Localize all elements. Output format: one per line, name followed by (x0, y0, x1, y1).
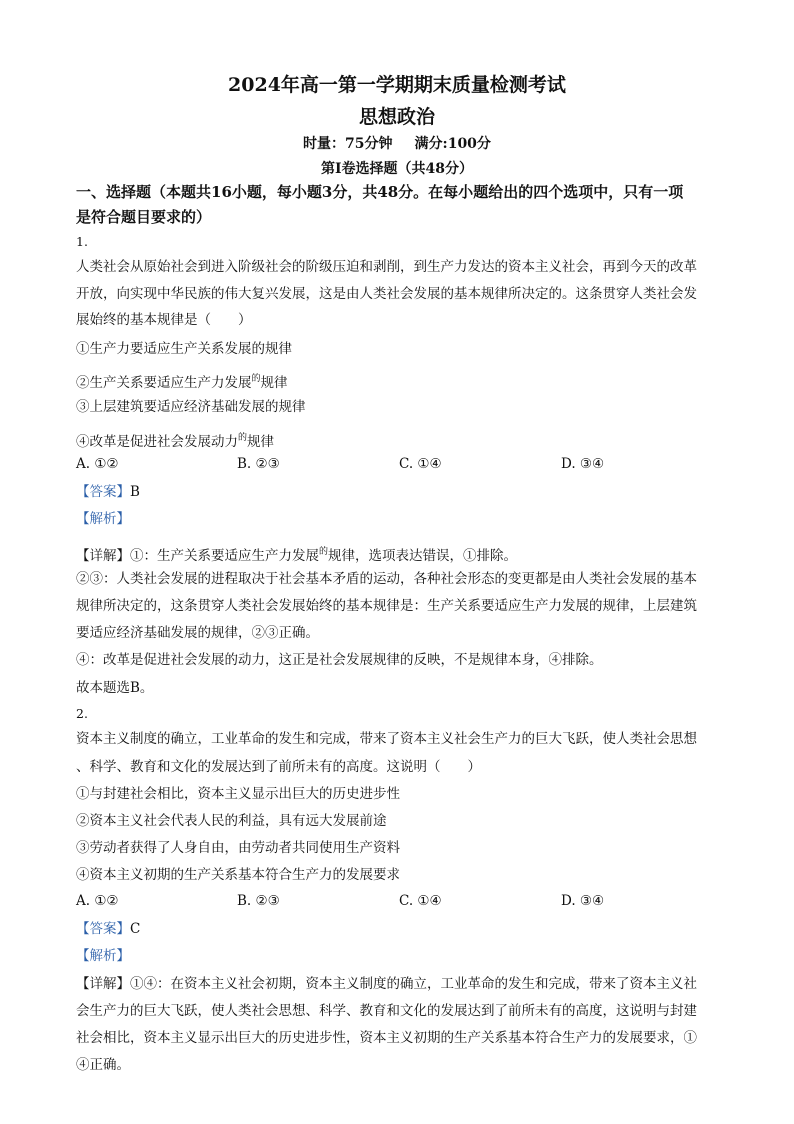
q1-stem-line-2: 开放，向实现中华民族的伟大复兴发展，这是由人类社会发展的基本规律所决定的。这条贯穿人类社会发 (76, 286, 697, 302)
q2-stem-line-2: 、科学、教育和文化的发展达到了前所未有的高度。这说明（ ） (76, 759, 481, 775)
q2-detail-line-1: 【详解】①④：在资本主义社会初期，资本主义制度的确立，工业革命的发生和完成，带来了资本主义社 (76, 976, 697, 992)
q2-analysis-label: 【解析】 (76, 948, 130, 964)
section-heading: 第Ⅰ卷选择题（共48分） (320, 161, 474, 177)
subject-title: 思想政治 (358, 106, 435, 128)
q1-statement-2: ②生产关系要适应生产力发展$^的$规律 (76, 374, 288, 391)
q1-detail-line-1: 【详解】①：生产关系要适应生产力发展$^的$规律，选项表达错误，①排除。 (76, 547, 518, 564)
q1-statement-3: ③上层建筑要适应经济基础发展的规律 (76, 399, 306, 415)
q1-answer: 【答案】B (76, 484, 140, 500)
q2-statement-2: ②资本主义社会代表人民的利益，具有远大发展前途 (76, 813, 387, 829)
q1-option-b: B. ②③ (237, 456, 280, 472)
q1-detail-line-2: ②③：人类社会发展的进程取决于社会基本矛盾的运动，各种社会形态的变更都是由人类社会发展的基本 (76, 571, 697, 587)
q1-option-d: D. ③④ (561, 456, 605, 472)
q1-detail-line-5: ④：改革是促进社会发展的动力，这正是社会发展规律的反映，不是规律本身，④排除。 (76, 652, 603, 668)
exam-title: 2024年高一第一学期期末质量检测考试 (228, 74, 566, 96)
full-score: 满分:100分 (414, 136, 491, 152)
q1-statement-4: ④改革是促进社会发展动力$^的$规律 (76, 433, 275, 450)
q1-option-a: A. ①② (76, 456, 119, 472)
q2-detail-line-2: 会生产力的巨大飞跃，使人类社会思想、科学、教育和文化的发展达到了前所未有的高度，这说明与封建 (76, 1003, 697, 1019)
exam-meta (0, 133, 794, 153)
q1-analysis-label: 【解析】 (76, 511, 130, 527)
q2-statement-3: ③劳动者获得了人身自由，由劳动者共同使用生产资料 (76, 840, 400, 856)
q1-detail-line-3: 规律所决定的，这条贯穿人类社会发展始终的基本规律是：生产关系要适应生产力发展的规律，上层建筑 (76, 598, 697, 614)
q2-detail-line-3: 社会相比，资本主义显示出巨大的历史进步性，资本主义初期的生产关系基本符合生产力的发展要求，① (76, 1030, 697, 1046)
q2-stem-line-1: 资本主义制度的确立，工业革命的发生和完成，带来了资本主义社会生产力的巨大飞跃，使人类社会思想 (76, 731, 697, 747)
answer-label: 【答案】 (76, 921, 130, 937)
q1-number: 1. (76, 234, 88, 249)
q1-stem-line-3: 展始终的基本规律是（ ） (76, 312, 252, 328)
q2-number: 2. (76, 706, 88, 721)
q2-option-a: A. ①② (76, 893, 119, 909)
q2-answer: 【答案】C (76, 921, 141, 937)
q2-statement-1: ①与封建社会相比，资本主义显示出巨大的历史进步性 (76, 786, 400, 802)
q1-detail-line-4: 要适应经济基础发展的规律，②③正确。 (76, 625, 319, 641)
q1-conclusion: 故本题选B。 (76, 680, 154, 696)
instructions-line-2: 是符合题目要求的） (76, 208, 212, 226)
q1-option-c: C. ①④ (399, 456, 442, 472)
q1-stem-line-1: 人类社会从原始社会到进入阶级社会的阶级压迫和剥削，到生产力发达的资本主义社会，再到今天的改革 (76, 259, 697, 275)
q2-detail-line-4: ④正确。 (76, 1057, 130, 1073)
q2-statement-4: ④资本主义初期的生产关系基本符合生产力的发展要求 (76, 867, 400, 883)
q2-option-c: C. ①④ (399, 893, 442, 909)
q1-statement-1: ①生产力要适应生产关系发展的规律 (76, 341, 292, 357)
q2-option-b: B. ②③ (237, 893, 280, 909)
time-limit: 时量：75分钟 (303, 136, 393, 152)
instructions-line-1: 一、选择题（本题共16小题，每小题3分，共48分。在每小题给出的四个选项中，只有一项 (76, 183, 684, 201)
answer-label: 【答案】 (76, 484, 130, 500)
q2-option-d: D. ③④ (561, 893, 605, 909)
